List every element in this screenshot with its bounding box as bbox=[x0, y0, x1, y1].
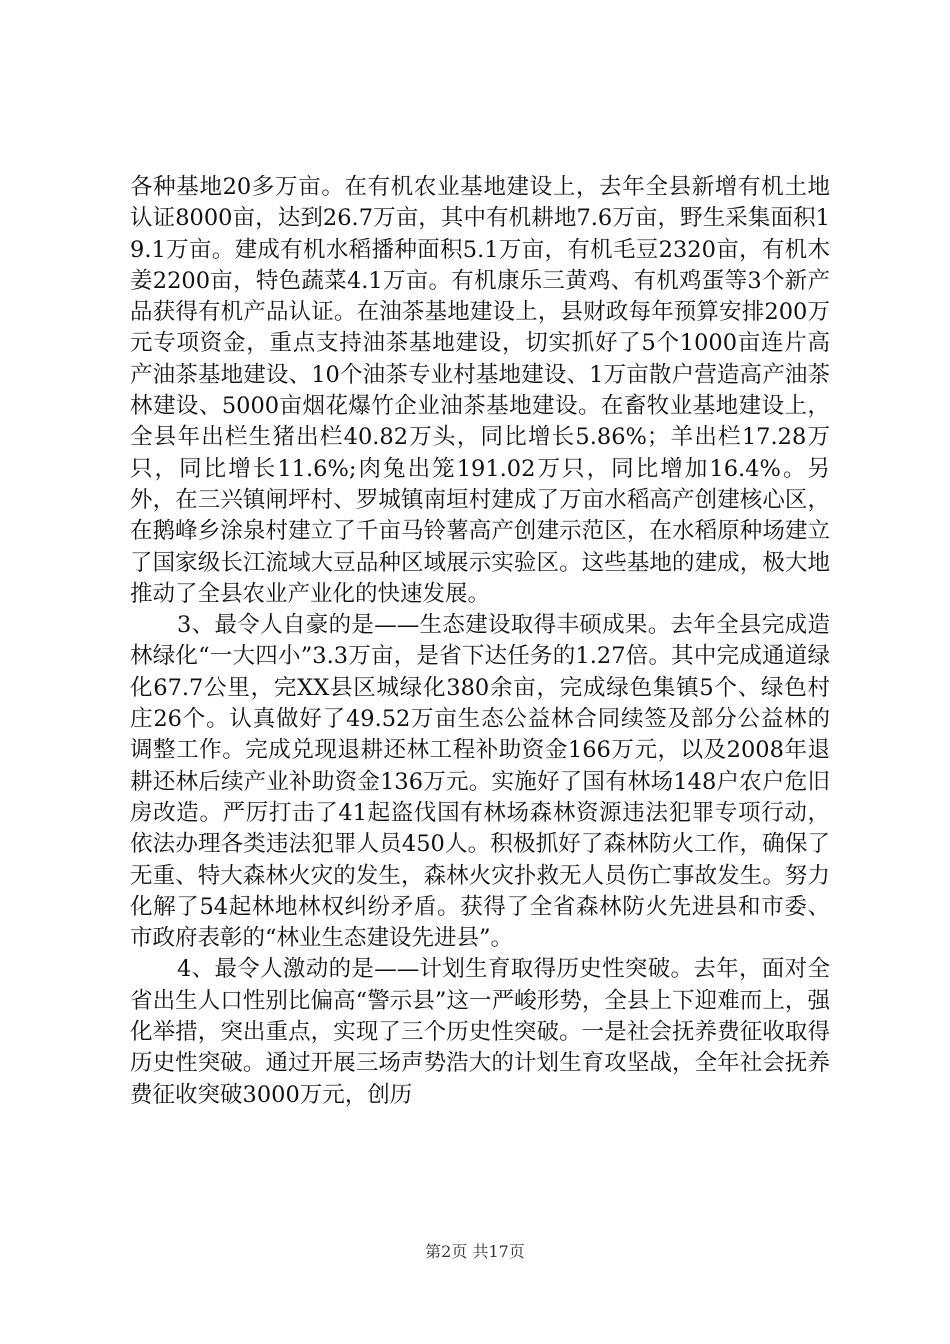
paragraph-family-planning: 4、最令人激动的是——计划生育取得历史性突破。去年，面对全省出生人口性别比偏高“警示县”这一严峻形势，全县上下迎难而上，强化举措，突出重点，实现了三个历史性突破。一是社会抚养费征收取得历史性突破。通过开展三场声势浩大的计划生育攻坚战，全年社会抚养费征收突破3000万元，创历 bbox=[130, 956, 830, 1108]
paragraph-continued: 各种基地20多万亩。在有机农业基地建设上，去年全县新增有机土地认证8000亩，达到26.7万亩，其中有机耕地7.6万亩，野生采集面积19.1万亩。建成有机水稻播种面积5.1万亩，有机毛豆2320亩，有机木姜2200亩，特色蔬菜4.1万亩。有机康乐三黄鸡、有机鸡蛋等3个新产品获得有机产品认证。在油茶基地建设上，县财政每年预算安排200万元专项资金，重点支持油茶基地建设，切实抓好了5个1000亩连片高产油茶基地建设、10个油茶专业村基地建设、1万亩散户营造高产油茶林建设、5000亩烟花爆竹企业油茶基地建设。在畜牧业基地建设上，全县年出栏生猪出栏40.82万头，同比增长5.86%；羊出栏17.28万只，同比增长11.6%;肉兔出笼191.02万只，同比增加16.4%。另外，在三兴镇闸坪村、罗城镇南垣村建成了万亩水稻高产创建核心区，在鹅峰乡涂泉村建立了千亩马铃薯高产创建示范区，在水稻原种场建立了国家级长江流域大豆品种区域展示实验区。这些基地的建成，极大地推动了全县农业产业化的快速发展。 bbox=[130, 174, 830, 607]
page-footer: 第2页 共17页 bbox=[425, 1242, 525, 1261]
paragraph-ecology: 3、最令人自豪的是——生态建设取得丰硕成果。去年全县完成造林绿化“一大四小”3.3万亩，是省下达任务的1.27倍。其中完成通道绿化67.7公里，完XX县区城绿化380余亩，完成绿色集镇5个、绿色村庄26个。认真做好了49.52万亩生态公益林合同续签及部分公益林的调整工作。完成兑现退耕还林工程补助资金166万元，以及2008年退耕还林后续产业补助资金136万元。实施好了国有林场148户农户危旧房改造。严厉打击了41起盗伐国有林场森林资源违法犯罪专项行动，依法办理各类违法犯罪人员450人。积极抓好了森林防火工作，确保了无重、特大森林火灾的发生，森林火灾扑救无人员伤亡事故发生。努力化解了54起林地林权纠纷矛盾。获得了全省森林防火先进县和市委、市政府表彰的“林业生态建设先进县”。 bbox=[130, 612, 830, 952]
document-body bbox=[130, 172, 830, 1111]
